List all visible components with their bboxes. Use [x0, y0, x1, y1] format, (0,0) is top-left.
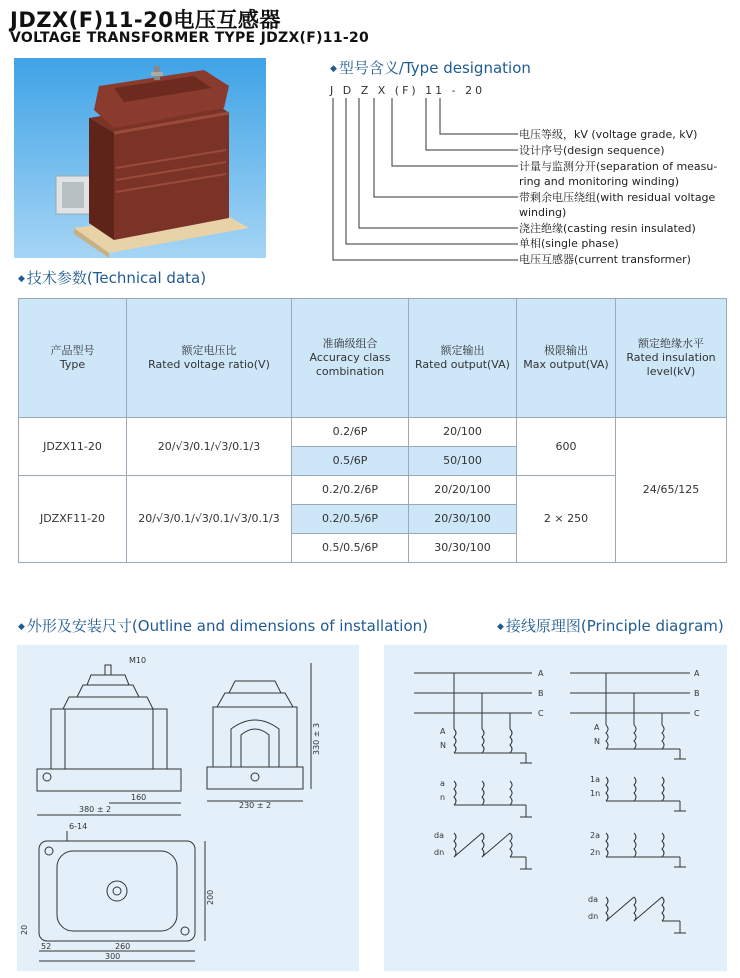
terminal-label: 1n [590, 789, 601, 798]
designation-heading-text: 型号含义/Type designation [338, 59, 531, 77]
transformer-image [14, 58, 266, 258]
bus-label: A [694, 669, 700, 678]
cell-output: 20/20/100 [409, 476, 517, 505]
outline-drawing [17, 645, 359, 971]
tech-heading-text: 技术参数(Technical data) [26, 269, 207, 287]
terminal-label: A [440, 727, 446, 736]
table-row [19, 418, 727, 447]
terminal-label: dn [434, 848, 445, 857]
bus-label: B [694, 689, 700, 698]
terminal-label: N [440, 741, 446, 750]
terminal-label: A [594, 723, 600, 732]
cell-output: 20/30/100 [409, 505, 517, 534]
designation-item: 带剩余电压绕组(with residual voltage [519, 191, 716, 204]
col-ratio: 额定电压比 Rated voltage ratio(V) [127, 299, 292, 418]
designation-leader-lines [330, 98, 520, 266]
designation-item: 设计序号(design sequence) [519, 144, 665, 157]
diamond-bullet-icon: ◆ [497, 621, 504, 632]
bus-label: C [538, 709, 544, 718]
label-260: 260 [115, 942, 131, 951]
principle-panel [384, 645, 727, 971]
cell-output: 20/100 [409, 418, 517, 447]
label-330: 330 ± 3 [312, 722, 321, 755]
tech-heading [18, 267, 206, 288]
cell-type: JDZXF11-20 [19, 476, 127, 563]
designation-item: 单相(single phase) [519, 237, 619, 250]
bus-label: C [694, 709, 700, 718]
cell-accuracy: 0.2/0.5/6P [292, 505, 409, 534]
terminal-label: 2a [590, 831, 600, 840]
col-insulation: 额定绝缘水平 Rated insulation level(kV) [616, 299, 727, 418]
designation-item: ring and monitoring winding) [519, 175, 680, 188]
bus-label: A [538, 669, 544, 678]
label-380: 380 ± 2 [79, 805, 112, 814]
outline-panel [17, 645, 359, 971]
diamond-bullet-icon: ◆ [18, 273, 25, 284]
terminal-label: N [594, 737, 600, 746]
label-160: 160 [131, 793, 147, 802]
cell-output: 30/30/100 [409, 534, 517, 563]
principle-heading-text: 接线原理图(Principle diagram) [505, 617, 724, 635]
terminal-label: n [440, 793, 446, 802]
label-20: 20 [20, 924, 29, 935]
designation-item: 浇注绝缘(casting resin insulated) [519, 222, 696, 235]
designation-item: 电压等级，kV (voltage grade, kV) [519, 128, 698, 141]
designation-heading [330, 57, 531, 78]
col-output: 额定输出 Rated output(VA) [409, 299, 517, 418]
cell-insulation: 24/65/125 [616, 418, 727, 563]
table-header-row [19, 299, 727, 418]
outline-heading-text: 外形及安装尺寸(Outline and dimensions of installation) [26, 617, 428, 635]
cell-type: JDZX11-20 [19, 418, 127, 476]
principle-drawing [384, 645, 727, 971]
cell-ratio: 20/√3/0.1/√3/0.1/3 [127, 418, 292, 476]
cell-max-output: 2 × 250 [517, 476, 616, 563]
terminal-label: dn [588, 912, 599, 921]
principle-heading [497, 615, 724, 636]
terminal-label: 2n [590, 848, 601, 857]
terminal-label: da [588, 895, 598, 904]
cell-accuracy: 0.2/0.2/6P [292, 476, 409, 505]
label-m10: M10 [129, 656, 147, 665]
col-type: 产品型号 Type [19, 299, 127, 418]
cell-accuracy: 0.5/0.5/6P [292, 534, 409, 563]
col-max-output: 极限输出 Max output(VA) [517, 299, 616, 418]
label-200: 200 [206, 889, 215, 905]
cell-accuracy: 0.2/6P [292, 418, 409, 447]
label-52: 52 [41, 942, 52, 951]
terminal-label: da [434, 831, 444, 840]
cell-ratio: 20/√3/0.1/√3/0.1/√3/0.1/3 [127, 476, 292, 563]
designation-item: 计量与监测分开(separation of measu- [519, 160, 718, 173]
diamond-bullet-icon: ◆ [18, 621, 25, 632]
cell-accuracy: 0.5/6P [292, 447, 409, 476]
outline-heading [18, 615, 428, 636]
cell-max-output: 600 [517, 418, 616, 476]
diamond-bullet-icon: ◆ [330, 63, 337, 74]
label-6-14: 6-14 [69, 822, 88, 831]
bus-label: B [538, 689, 544, 698]
page-title: JDZX(F)11-20电压互感器 [10, 8, 281, 32]
label-300: 300 [105, 952, 121, 961]
designation-item: winding) [519, 206, 567, 219]
terminal-label: 1a [590, 775, 600, 784]
product-photo [14, 58, 266, 258]
page-subtitle: VOLTAGE TRANSFORMER TYPE JDZX(F)11-20 [10, 30, 370, 46]
tech-table [18, 298, 727, 563]
cell-output: 50/100 [409, 447, 517, 476]
label-230: 230 ± 2 [239, 801, 272, 810]
designation-code: J D Z X (F) 11 - 20 [330, 84, 486, 97]
designation-item: 电压互感器(current transformer) [519, 253, 691, 266]
terminal-label: a [440, 779, 445, 788]
col-accuracy: 准确级组合 Accuracy class combination [292, 299, 409, 418]
